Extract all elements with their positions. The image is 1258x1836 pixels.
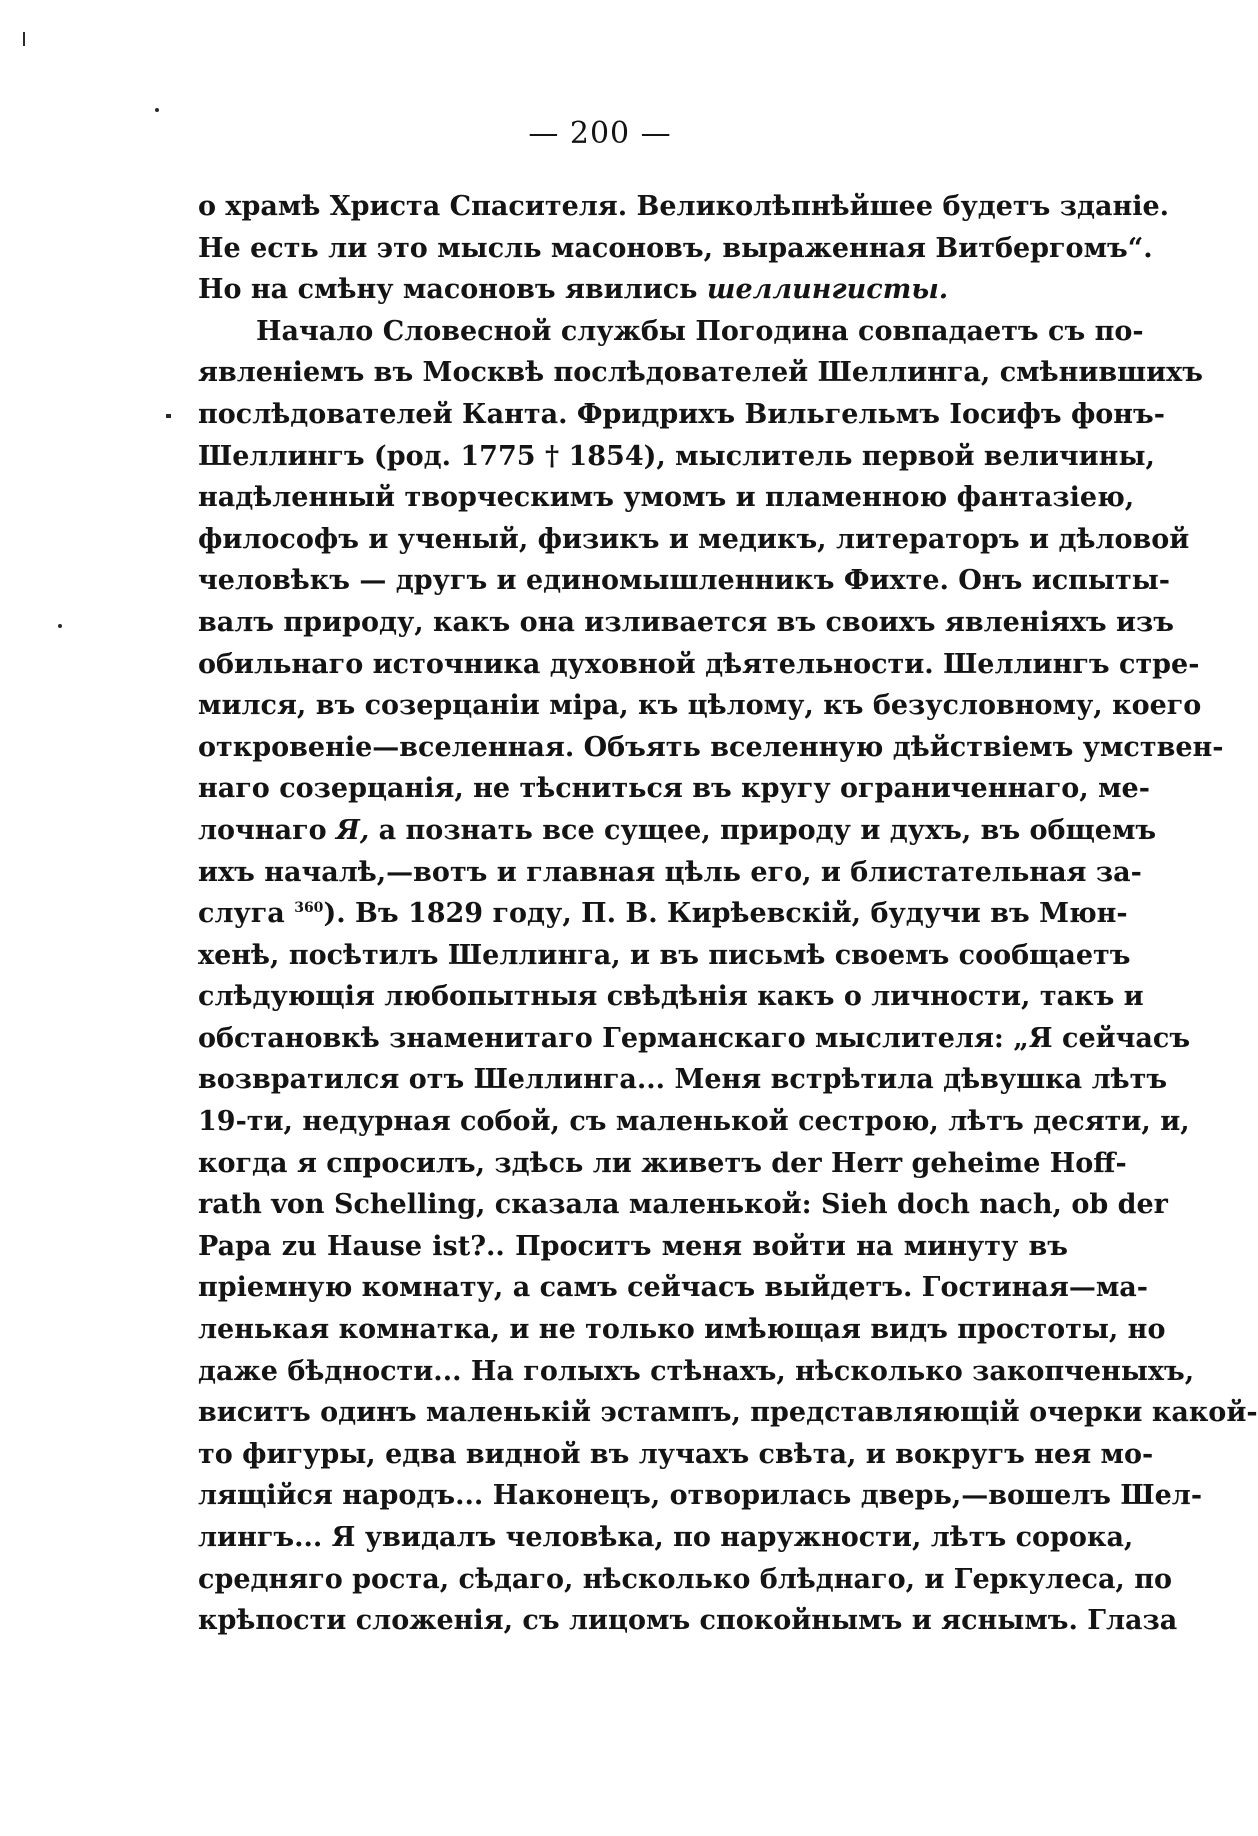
text-segment: Papa zu Hause ist?.. Проситъ меня войти на минуту въ — [198, 1230, 1068, 1262]
text-line — [198, 976, 1144, 1018]
text-segment: хенѣ, посѣтилъ Шеллинга, и въ письмѣ своемъ сообщаетъ — [198, 939, 1131, 971]
text-line — [198, 269, 1068, 311]
scan-speck — [155, 108, 159, 112]
text-line-content — [198, 1600, 1178, 1642]
text-line-content — [198, 228, 1153, 270]
text-line — [198, 935, 1131, 977]
text-line — [198, 602, 1174, 644]
text-line-content — [198, 1226, 1068, 1268]
text-line-content — [198, 810, 1157, 852]
text-line-content — [198, 976, 1144, 1018]
text-line-content — [256, 311, 1144, 353]
text-line-content — [198, 685, 1202, 727]
text-segment: лочнаго — [198, 814, 337, 846]
italic-text: Я, — [336, 814, 370, 846]
text-line-content — [198, 560, 1170, 602]
footnote-marker: 360 — [294, 900, 324, 917]
text-line-content — [198, 269, 1068, 311]
text-line — [198, 768, 1150, 810]
text-line — [198, 852, 1142, 894]
text-segment: Начало Словесной службы Погодина совпадаетъ съ по- — [256, 315, 1144, 347]
text-line-content — [198, 1559, 1173, 1601]
text-line-content — [198, 477, 1135, 519]
text-segment: слѣдующія любопытныя свѣдѣнія какъ о личности, такъ и — [198, 981, 1144, 1013]
text-line — [198, 311, 1144, 353]
text-line-content — [198, 519, 1190, 561]
text-line-content — [198, 1475, 1203, 1517]
text-segment: ихъ началѣ,—вотъ и главная цѣль его, и блистательная за- — [198, 856, 1142, 888]
text-line — [198, 1267, 1149, 1309]
text-segment: мился, въ созерцаніи міра, къ цѣлому, къ безусловному, коего — [198, 690, 1202, 722]
text-segment: ленькая комнатка, и не только имѣющая видъ простоты, но — [198, 1314, 1166, 1346]
text-line-content — [198, 1351, 1195, 1393]
italic-text: шеллингисты. — [706, 274, 949, 306]
text-line — [198, 1059, 1168, 1101]
text-segment: 19-ти, недурная собой, съ маленькой сестрою, лѣтъ десяти, и, — [198, 1106, 1190, 1138]
text-line — [198, 644, 1200, 686]
text-segment: когда я спросилъ, здѣсь ли живетъ der Herr geheime Hoff- — [198, 1147, 1127, 1179]
text-line-content — [198, 352, 1203, 394]
scan-speck — [23, 32, 25, 46]
text-line — [198, 352, 1203, 394]
text-line-content — [198, 602, 1174, 644]
text-segment: о храмѣ Христа Спасителя. Великолѣпнѣйшее будетъ зданіе. — [198, 191, 1170, 222]
text-line-content — [198, 935, 1131, 977]
text-line — [198, 1600, 1178, 1642]
text-segment: обстановкѣ знаменитаго Германскаго мыслителя: „Я сейчасъ — [198, 1022, 1191, 1054]
text-line — [198, 228, 1153, 270]
text-line-content — [198, 1059, 1168, 1101]
text-line — [198, 1475, 1203, 1517]
text-segment: лящійся народъ... Наконецъ, отворилась дверь,—вошелъ Шел- — [198, 1480, 1203, 1512]
text-segment: валъ природу, какъ она изливается въ своихъ явленіяхъ изъ — [198, 606, 1174, 638]
text-segment: обильнаго источника духовной дѣятельности. Шеллингъ стре- — [198, 648, 1200, 680]
text-segment: Но на смѣну масоновъ явились — [198, 274, 707, 306]
text-segment: послѣдователей Канта. Фридрихъ Вильгельмъ Іосифъ фонъ- — [198, 398, 1165, 430]
text-line — [198, 1309, 1166, 1351]
page-number: — 200 — — [528, 116, 672, 151]
text-line-content — [198, 1392, 1258, 1434]
text-segment: rath von Schelling, сказала маленькой: Sieh doch nach, ob der — [198, 1189, 1168, 1221]
text-segment: крѣпости сложенія, съ лицомъ спокойнымъ и яснымъ. Глаза — [198, 1605, 1178, 1637]
text-segment: ). Въ 1829 году, П. В. Кирѣевскій, будучи въ Мюн- — [323, 898, 1128, 930]
text-line — [198, 1392, 1258, 1434]
text-segment: пріемную комнату, а самъ сейчасъ выйдетъ. Гостиная—ма- — [198, 1272, 1149, 1304]
text-line-content — [198, 893, 1128, 935]
text-line-content — [198, 1517, 1134, 1559]
text-segment: философъ и ученый, физикъ и медикъ, литераторъ и дѣловой — [198, 523, 1190, 555]
text-line-content — [198, 1101, 1190, 1143]
text-segment: человѣкъ — другъ и единомышленникъ Фихте. Онъ испыты- — [198, 565, 1170, 597]
text-line-content — [198, 1143, 1127, 1185]
text-line — [198, 1434, 1154, 1476]
text-segment: откровеніе—вселенная. Объять вселенную дѣйствіемъ умствен- — [198, 731, 1224, 763]
text-line-content — [198, 768, 1150, 810]
body-text — [198, 186, 1258, 1642]
text-line — [198, 1226, 1068, 1268]
text-line — [198, 810, 1157, 852]
text-line — [198, 186, 1170, 228]
text-line-content — [198, 1309, 1166, 1351]
text-segment: Не есть ли это мысль масоновъ, выраженная Витбергомъ“. — [198, 232, 1153, 264]
text-segment: даже бѣдности... На голыхъ стѣнахъ, нѣсколько закопченыхъ, — [198, 1355, 1195, 1387]
text-line — [198, 560, 1170, 602]
text-segment: то фигуры, едва видной въ лучахъ свѣта, и вокругъ нея мо- — [198, 1438, 1154, 1470]
text-segment: а познать все сущее, природу и духъ, въ общемъ — [369, 814, 1157, 846]
text-segment: явленіемъ въ Москвѣ послѣдователей Шеллинга, смѣнившихъ — [198, 357, 1203, 389]
text-line — [198, 1559, 1173, 1601]
text-line — [198, 1184, 1168, 1226]
text-line — [198, 394, 1165, 436]
text-line — [198, 893, 1128, 935]
text-line — [198, 685, 1202, 727]
text-line-content — [198, 186, 1170, 228]
text-line-content — [198, 394, 1165, 436]
text-line — [198, 477, 1135, 519]
text-line-content — [198, 1267, 1149, 1309]
text-line — [198, 1018, 1191, 1060]
text-line — [198, 1143, 1127, 1185]
text-segment: наго созерцанія, не тѣсниться въ кругу ограниченнаго, ме- — [198, 773, 1150, 805]
text-line-content — [198, 727, 1224, 769]
text-line-content — [198, 1434, 1154, 1476]
text-line — [198, 1517, 1134, 1559]
text-line-content — [198, 644, 1200, 686]
text-segment: слуга — [198, 898, 295, 930]
text-line-content — [198, 852, 1142, 894]
text-line — [198, 1351, 1195, 1393]
text-segment: средняго роста, сѣдаго, нѣсколько блѣднаго, и Геркулеса, по — [198, 1563, 1173, 1595]
text-segment: возвратился отъ Шеллинга... Меня встрѣтила дѣвушка лѣтъ — [198, 1064, 1168, 1096]
text-line-content — [198, 1184, 1168, 1226]
text-line — [198, 436, 1155, 478]
text-segment: лингъ... Я увидалъ человѣка, по наружности, лѣтъ сорока, — [198, 1522, 1134, 1553]
text-segment: Шеллингъ (род. 1775 † 1854), мыслитель первой величины, — [198, 440, 1155, 472]
text-segment: виситъ одинъ маленькій эстампъ, представляющій очерки какой- — [198, 1397, 1258, 1429]
text-line-content — [198, 1018, 1191, 1060]
text-line — [198, 1101, 1190, 1143]
text-line-content — [198, 436, 1155, 478]
text-segment: надѣленный творческимъ умомъ и пламенною фантазіею, — [198, 482, 1135, 514]
text-line — [198, 519, 1190, 561]
text-line — [198, 727, 1224, 769]
scan-speck — [166, 414, 171, 418]
scan-speck — [58, 624, 62, 628]
